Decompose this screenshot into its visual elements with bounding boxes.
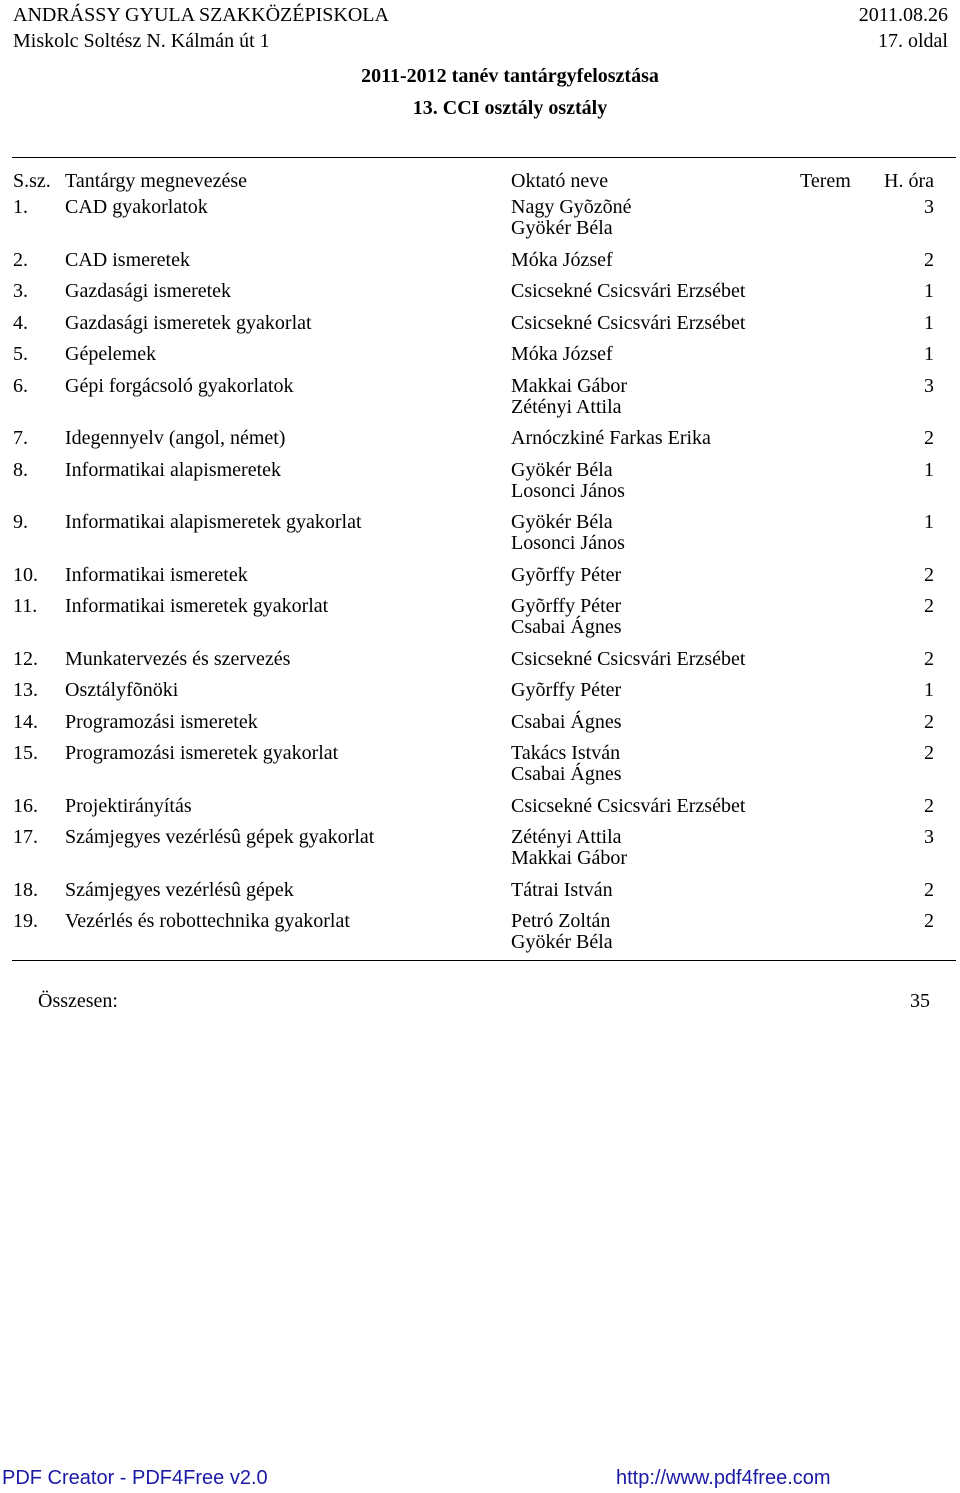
document-title: 2011-2012 tanév tantárgyfelosztása (361, 65, 659, 87)
page-number: 17. oldal (878, 30, 948, 52)
column-header-room: Terem (800, 170, 851, 192)
column-header-number: S.sz. (13, 170, 51, 192)
weekly-hours: 3 (924, 826, 934, 848)
row-number: 3. (13, 280, 28, 302)
teacher-name: Gyõrffy Péter (511, 679, 622, 701)
row-number: 15. (13, 742, 38, 764)
teacher-name: Takács István (511, 742, 621, 764)
second-teacher-name: Gyökér Béla (511, 931, 613, 953)
school-name: ANDRÁSSY GYULA SZAKKÖZÉPISKOLA (13, 4, 389, 26)
row-number: 4. (13, 311, 28, 334)
row-number: 9. (13, 511, 28, 533)
teacher-name: Csicsekné Csicsvári Erzsébet (511, 794, 746, 817)
weekly-hours: 1 (924, 343, 934, 365)
subject-name: Informatikai ismeretek gyakorlat (65, 595, 329, 617)
subject-name: Osztályfõnöki (65, 679, 179, 701)
subject-name: Számjegyes vezérlésû gépek (65, 878, 294, 901)
column-header-teacher: Oktató neve (511, 170, 609, 192)
subject-name: Gazdasági ismeretek (65, 280, 232, 302)
row-number: 1. (13, 196, 28, 218)
teacher-name: Gyõrffy Péter (511, 563, 622, 586)
subject-name: CAD ismeretek (65, 248, 190, 271)
weekly-hours: 2 (924, 794, 934, 817)
row-number: 14. (13, 710, 38, 733)
row-number: 6. (13, 374, 28, 397)
second-teacher-name: Csabai Ágnes (511, 763, 622, 785)
weekly-hours: 2 (924, 710, 934, 733)
subject-name: Gazdasági ismeretek gyakorlat (65, 311, 312, 334)
column-header-hours: H. óra (884, 170, 934, 192)
weekly-hours: 1 (924, 280, 934, 302)
subject-name: Gépi forgácsoló gyakorlatok (65, 374, 294, 397)
row-number: 7. (13, 427, 28, 449)
subject-name: Munkatervezés és szervezés (65, 647, 291, 670)
weekly-hours: 1 (924, 679, 934, 701)
subject-name: CAD gyakorlatok (65, 196, 208, 218)
subject-name: Számjegyes vezérlésû gépek gyakorlat (65, 826, 375, 848)
second-teacher-name: Makkai Gábor (511, 847, 628, 869)
row-number: 8. (13, 458, 28, 481)
weekly-hours: 2 (924, 595, 934, 617)
teacher-name: Móka József (511, 343, 613, 365)
teacher-name: Zétényi Attila (511, 826, 622, 848)
row-number: 12. (13, 647, 38, 670)
weekly-hours: 1 (924, 311, 934, 334)
subject-name: Programozási ismeretek gyakorlat (65, 742, 339, 764)
subject-name: Informatikai ismeretek (65, 563, 248, 586)
row-number: 2. (13, 248, 28, 271)
weekly-hours: 3 (924, 196, 934, 218)
total-label: Összesen: (38, 990, 118, 1012)
row-number: 10. (13, 563, 38, 586)
subject-name: Programozási ismeretek (65, 710, 258, 733)
table-top-rule (12, 157, 956, 158)
weekly-hours: 2 (924, 910, 934, 932)
weekly-hours: 2 (924, 878, 934, 901)
teacher-name: Móka József (511, 248, 613, 271)
second-teacher-name: Losonci János (511, 479, 625, 502)
teacher-name: Gyökér Béla (511, 458, 613, 481)
teacher-name: Csicsekné Csicsvári Erzsébet (511, 280, 746, 302)
pdf4free-link[interactable]: http://www.pdf4free.com (616, 1467, 831, 1489)
row-number: 5. (13, 343, 28, 365)
weekly-hours: 2 (924, 248, 934, 271)
weekly-hours: 2 (924, 563, 934, 586)
second-teacher-name: Csabai Ágnes (511, 616, 622, 638)
teacher-name: Makkai Gábor (511, 374, 628, 397)
second-teacher-name: Zétényi Attila (511, 395, 622, 418)
second-teacher-name: Gyökér Béla (511, 217, 613, 239)
weekly-hours: 2 (924, 427, 934, 449)
row-number: 19. (13, 910, 38, 932)
second-teacher-name: Losonci János (511, 532, 625, 554)
subject-name: Idegennyelv (angol, német) (65, 427, 286, 449)
table-bottom-rule (12, 960, 956, 961)
school-address: Miskolc Soltész N. Kálmán út 1 (13, 30, 270, 52)
weekly-hours: 2 (924, 742, 934, 764)
row-number: 18. (13, 878, 38, 901)
teacher-name: Petró Zoltán (511, 910, 611, 932)
subject-name: Informatikai alapismeretek (65, 458, 282, 481)
teacher-name: Nagy Gyõzõné (511, 196, 632, 218)
subject-name: Informatikai alapismeretek gyakorlat (65, 511, 362, 533)
teacher-name: Arnóczkiné Farkas Erika (511, 427, 711, 449)
pdf-creator-label: PDF Creator - PDF4Free v2.0 (2, 1467, 268, 1489)
row-number: 13. (13, 679, 38, 701)
teacher-name: Csicsekné Csicsvári Erzsébet (511, 311, 746, 334)
document-date: 2011.08.26 (858, 4, 948, 26)
teacher-name: Csicsekné Csicsvári Erzsébet (511, 647, 746, 670)
weekly-hours: 1 (924, 458, 934, 481)
weekly-hours: 2 (924, 647, 934, 670)
weekly-hours: 1 (924, 511, 934, 533)
teacher-name: Csabai Ágnes (511, 710, 622, 733)
weekly-hours: 3 (924, 374, 934, 397)
class-title: 13. CCI osztály osztály (412, 97, 608, 119)
teacher-name: Gyõrffy Péter (511, 595, 622, 617)
subject-name: Vezérlés és robottechnika gyakorlat (65, 910, 350, 932)
total-hours: 35 (910, 990, 930, 1012)
row-number: 17. (13, 826, 38, 848)
row-number: 11. (13, 595, 38, 617)
subject-name: Projektirányítás (65, 794, 192, 817)
teacher-name: Gyökér Béla (511, 511, 613, 533)
teacher-name: Tátrai István (511, 878, 613, 901)
subject-name: Gépelemek (65, 343, 157, 365)
row-number: 16. (13, 794, 38, 817)
column-header-subject: Tantárgy megnevezése (65, 170, 248, 192)
